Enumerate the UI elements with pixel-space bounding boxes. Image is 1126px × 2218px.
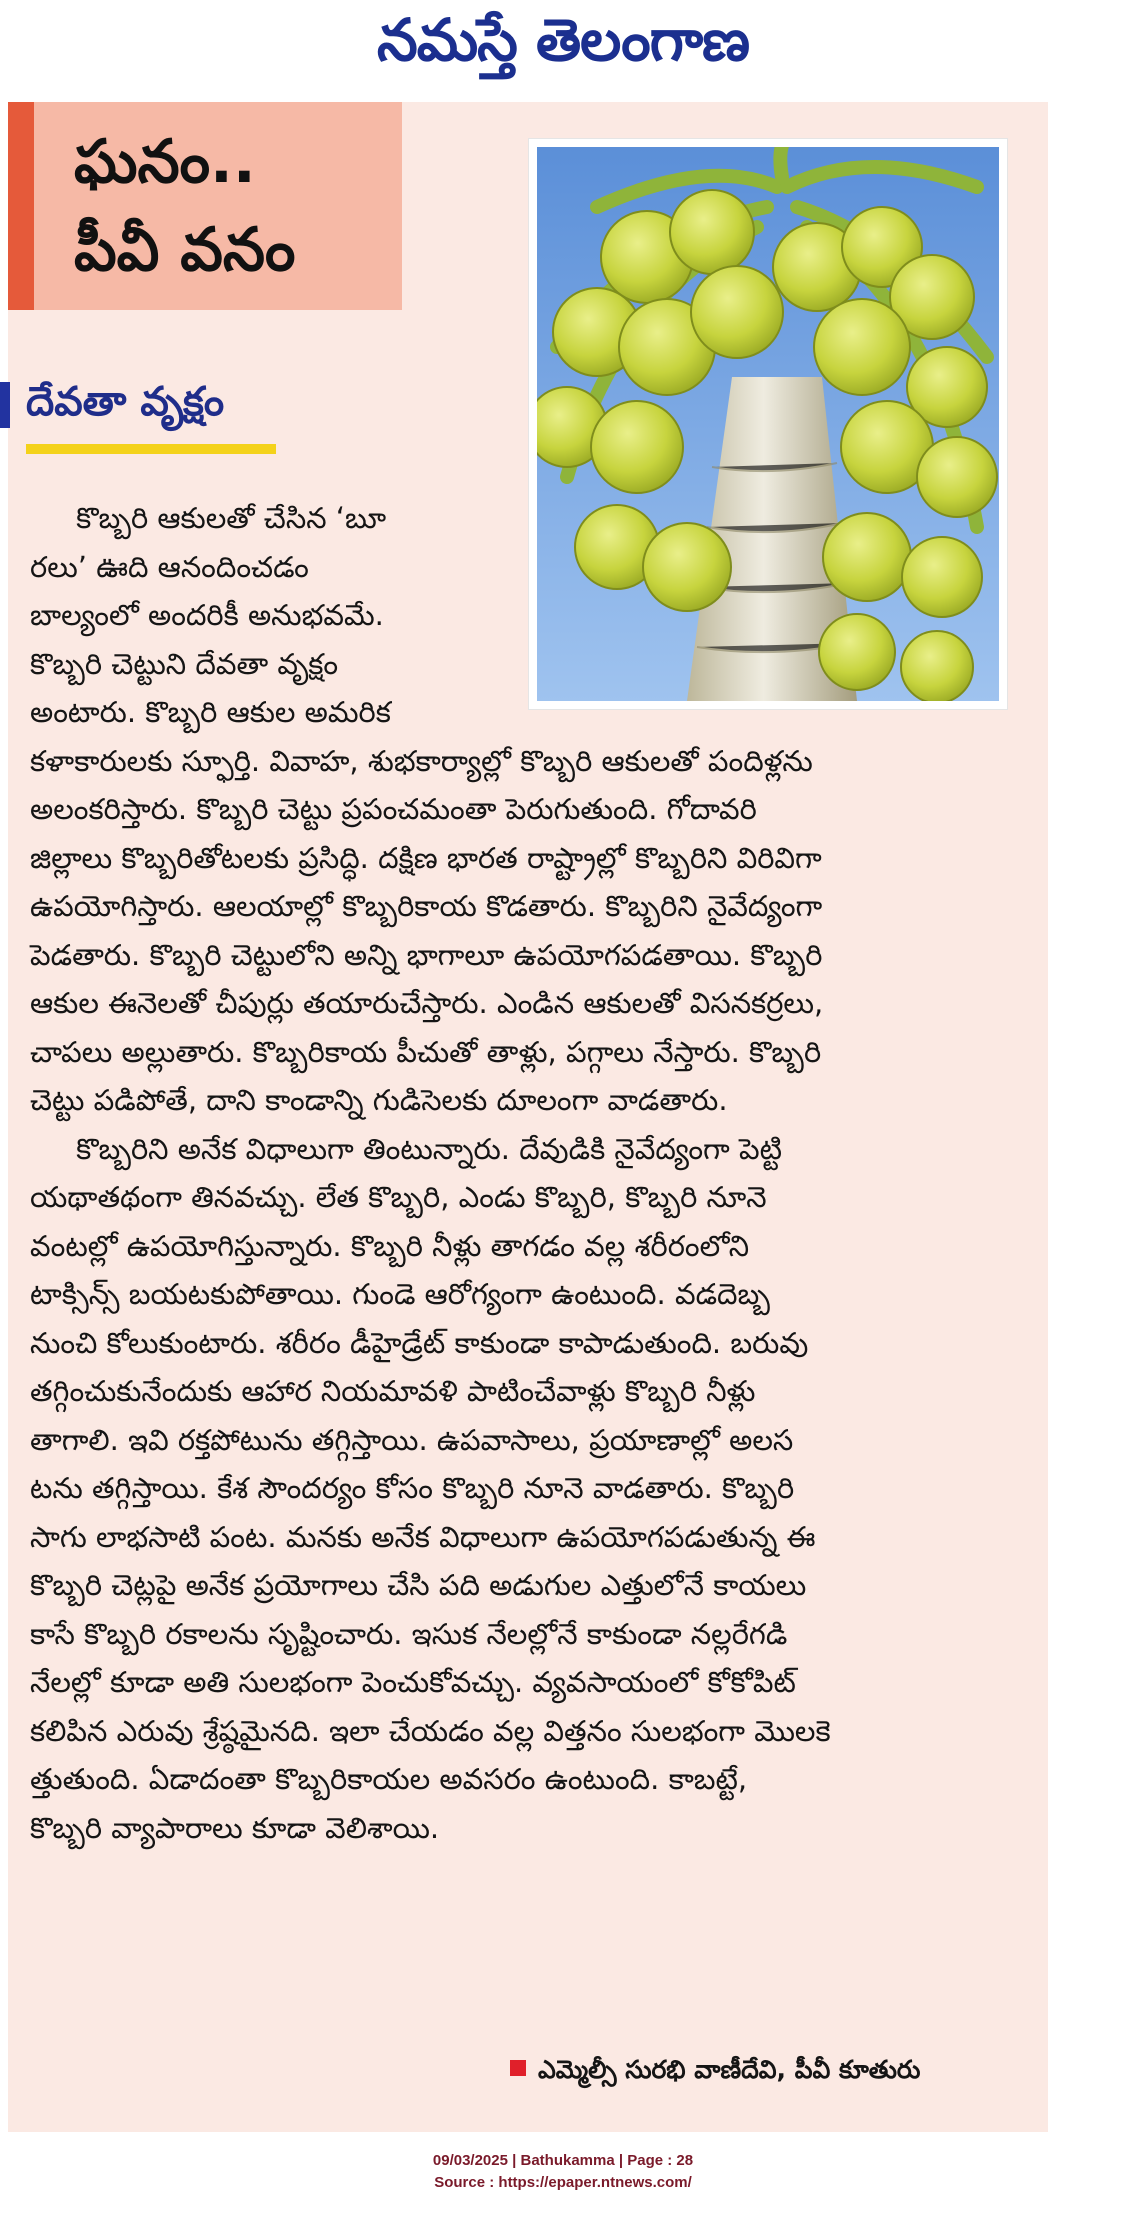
article-line: కొబ్బరి చెట్టుని దేవతా వృక్షం (30, 646, 339, 681)
article-line: ఆకుల ఈనెలతో చీపుర్లు తయారుచేస్తారు. ఎండిన ఆకులతో విసనకర్రలు, (30, 986, 824, 1020)
subheading-marker (0, 382, 10, 428)
article-line: టను తగ్గిస్తాయి. కేశ సౌందర్యం కోసం కొబ్బరి నూనె వాడతారు. కొబ్బరి (30, 1471, 795, 1505)
byline-text: ఎమ్మెల్సీ సురభి వాణీదేవి, పీవీ కూతురు (538, 2055, 921, 2084)
article-line: కళాకారులకు స్ఫూర్తి. వివాహ, శుభకార్యాల్లో కొబ్బరి ఆకులతో పందిళ్లను (30, 743, 813, 778)
article-line: వంటల్లో ఉపయోగిస్తున్నారు. కొబ్బరి నీళ్లు తాగడం వల్ల శరీరంలోని (30, 1228, 750, 1263)
article-line: పెడతారు. కొబ్బరి చెట్టులోని అన్ని భాగాలూ ఉపయోగపడతాయి. కొబ్బరి (30, 937, 823, 972)
article-line: సాగు లాభసాటి పంట. మనకు అనేక విధాలుగా ఉపయోగపడుతున్న ఈ (30, 1519, 816, 1554)
article-line: కొబ్బరి వ్యాపారాలు కూడా వెలిశాయి. (30, 1810, 440, 1845)
article-line: టాక్సిన్స్ బయటకుపోతాయి. గుండె ఆరోగ్యంగా ఉంటుంది. వడదెబ్బ (30, 1277, 771, 1311)
subheading: దేవతా వృక్షం (26, 379, 225, 425)
coconut-tree-illustration (537, 147, 999, 701)
article-line: కొబ్బరి చెట్లపై అనేక ప్రయోగాలు చేసి పది అడుగుల ఎత్తులోనే కాయలు (30, 1568, 807, 1602)
article-line: త్తుతుంది. ఏడాదంతా కొబ్బరికాయల అవసరం ఉంటుంది. కాబట్టే, (30, 1762, 748, 1796)
article-line: కొబ్బరి ఆకులతో చేసిన ‘బూ (30, 501, 387, 535)
article-line: తాగాలి. ఇవి రక్తపోటును తగ్గిస్తాయి. ఉపవాసాలు, ప్రయాణాల్లో అలస (30, 1422, 794, 1457)
article-line: నుంచి కోలుకుంటారు. శరీరం డీహైడ్రేట్ కాకుండా కాపాడుతుంది. బరువు (30, 1325, 809, 1360)
article-line: అంటారు. కొబ్బరి ఆకుల అమరిక (30, 695, 391, 729)
subheading-underline (26, 444, 276, 454)
byline (510, 2050, 920, 2090)
coconut-tree-photo (528, 138, 1008, 710)
article-line: చాపలు అల్లుతారు. కొబ్బరికాయ పీచుతో తాళ్లు, పగ్గాలు నేస్తారు. కొబ్బరి (30, 1034, 822, 1069)
article-line: బాల్యంలో అందరికీ అనుభవమే. (30, 598, 384, 632)
article-line: యథాతథంగా తినవచ్చు. లేత కొబ్బరి, ఎండు కొబ్బరి, కొబ్బరి నూనె (30, 1180, 767, 1214)
headline-accent-bar (8, 102, 34, 310)
footer (0, 2150, 1126, 2194)
masthead-title: నమస్తే తెలంగాణ (377, 6, 749, 74)
article-line: తగ్గించుకునేందుకు ఆహార నియమావళి పాటించేవాళ్లు కొబ్బరి నీళ్లు (30, 1374, 756, 1408)
article-line: అలంకరిస్తారు. కొబ్బరి చెట్టు ప్రపంచమంతా పెరుగుతుంది. గోదావరి (30, 792, 757, 826)
article-line: ఉపయోగిస్తారు. ఆలయాల్లో కొబ్బరికాయ కొడతారు. కొబ్బరిని నైవేద్యంగా (30, 889, 823, 923)
article-line: కాసే కొబ్బరి రకాలను సృష్టించారు. ఇసుక నేలల్లోనే కాకుండా నల్లరేగడి (30, 1616, 788, 1651)
headline (74, 118, 295, 294)
article-line: కొబ్బరిని అనేక విధాలుగా తింటున్నారు. దేవుడికి నైవేద్యంగా పెట్టి (30, 1131, 782, 1166)
headline-line-2: పీవీ వనం (74, 215, 296, 285)
article-line: కలిపిన ఎరువు శ్రేష్ఠమైనది. ఇలా చేయడం వల్ల విత్తనం సులభంగా మొలకె (30, 1713, 831, 1748)
byline-marker-icon (510, 2060, 526, 2076)
article-line: చెట్టు పడిపోతే, దాని కాండాన్ని గుడిసెలకు దూలంగా వాడతారు. (30, 1083, 728, 1117)
headline-line-1: ఘనం.. (74, 127, 256, 197)
footer-date-line: 09/03/2025 | Bathukamma | Page : 28 (432, 2152, 694, 2169)
footer-source-line: Source : https://epaper.ntnews.com/ (434, 2174, 692, 2191)
article-line: జిల్లాలు కొబ్బరితోటలకు ప్రసిద్ధి. దక్షిణ భారత రాష్ట్రాల్లో కొబ్బరిని విరివిగా (30, 840, 822, 875)
article-line: రలు’ ఊది ఆనందించడం (30, 549, 309, 584)
article-line: నేలల్లో కూడా అతి సులభంగా పెంచుకోవచ్చు. వ్యవసాయంలో కోకోపిట్ (30, 1665, 796, 1699)
